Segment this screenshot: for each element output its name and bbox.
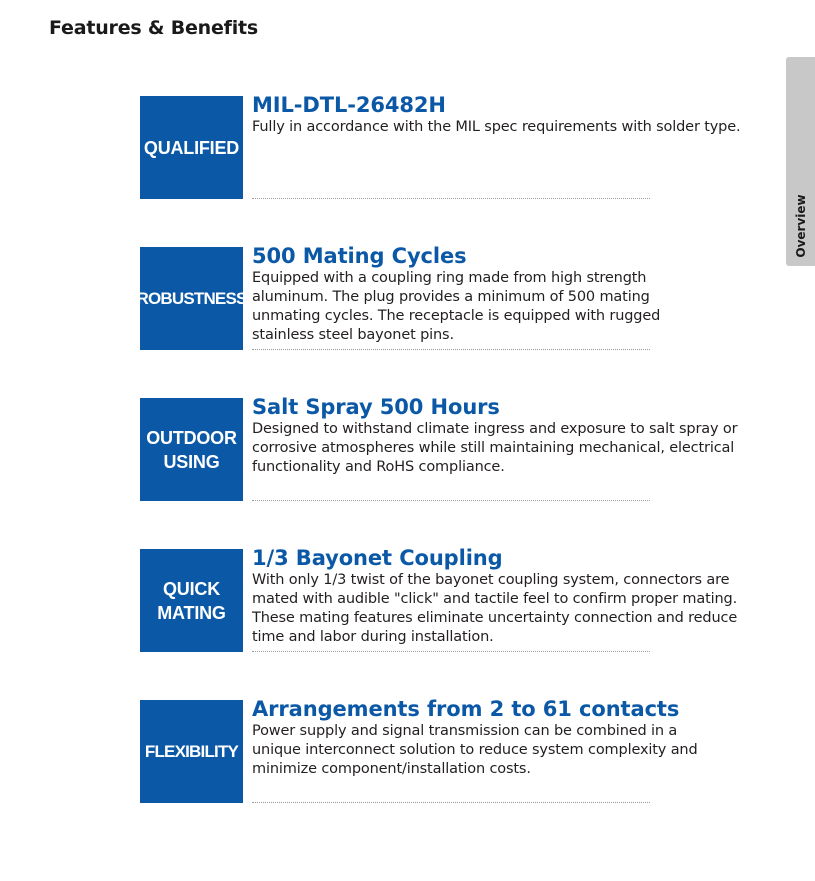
- feature-description: With only 1/3 twist of the bayonet coupling system, connectors are mated with audible "click" and tactile feel to confirm proper mating. These mating features eliminate uncertainty connection and reduce time and labor during installation.: [252, 572, 738, 645]
- feature-robustness: [136, 244, 760, 351]
- feature-badge-label: FLEXIBILITY: [144, 741, 239, 761]
- feature-quick-mating: [140, 546, 760, 653]
- feature-heading: 500 Mating Cycles: [252, 244, 467, 268]
- feature-badge: [140, 549, 243, 652]
- feature-badge: [140, 96, 243, 199]
- page-title: Features & Benefits: [49, 17, 259, 39]
- feature-description: Designed to withstand climate ingress and exposure to salt spray or corrosive atmospheres while still maintaining mechanical, electrical functionality and RoHS compliance.: [252, 421, 738, 475]
- feature-divider: [252, 651, 650, 652]
- feature-description: Fully in accordance with the MIL spec requirements with solder type.: [252, 119, 741, 135]
- feature-badge: [140, 398, 243, 501]
- feature-heading: Arrangements from 2 to 61 contacts: [252, 697, 680, 721]
- feature-badge-label: ROBUSTNESS: [136, 288, 247, 308]
- feature-divider: [252, 349, 650, 350]
- feature-description: Equipped with a coupling ring made from high strength aluminum. The plug provides a minimum of 500 mating unmating cycles. The receptacle is equipped with rugged stainless steel bayonet pins.: [252, 270, 661, 343]
- feature-badge-label: QUALIFIED: [143, 137, 240, 158]
- feature-heading: 1/3 Bayonet Coupling: [252, 546, 503, 570]
- feature-flexibility: [140, 697, 760, 804]
- feature-qualified: [140, 93, 760, 200]
- feature-description: Power supply and signal transmission can be combined in a unique interconnect solution to reduce system complexity and minimize component/installation costs.: [252, 723, 698, 777]
- feature-badge: [136, 247, 247, 350]
- feature-divider: [252, 500, 650, 501]
- feature-heading: Salt Spray 500 Hours: [252, 395, 500, 419]
- feature-outdoor-using: [140, 395, 760, 502]
- feature-heading: MIL-DTL-26482H: [252, 93, 446, 117]
- feature-badge: [140, 700, 243, 803]
- feature-badge-label: OUTDOOR USING: [146, 427, 237, 472]
- feature-badge-label: QUICK MATING: [157, 578, 226, 623]
- side-tab-label: Overview: [794, 194, 808, 258]
- feature-divider: [252, 802, 650, 803]
- feature-divider: [252, 198, 650, 199]
